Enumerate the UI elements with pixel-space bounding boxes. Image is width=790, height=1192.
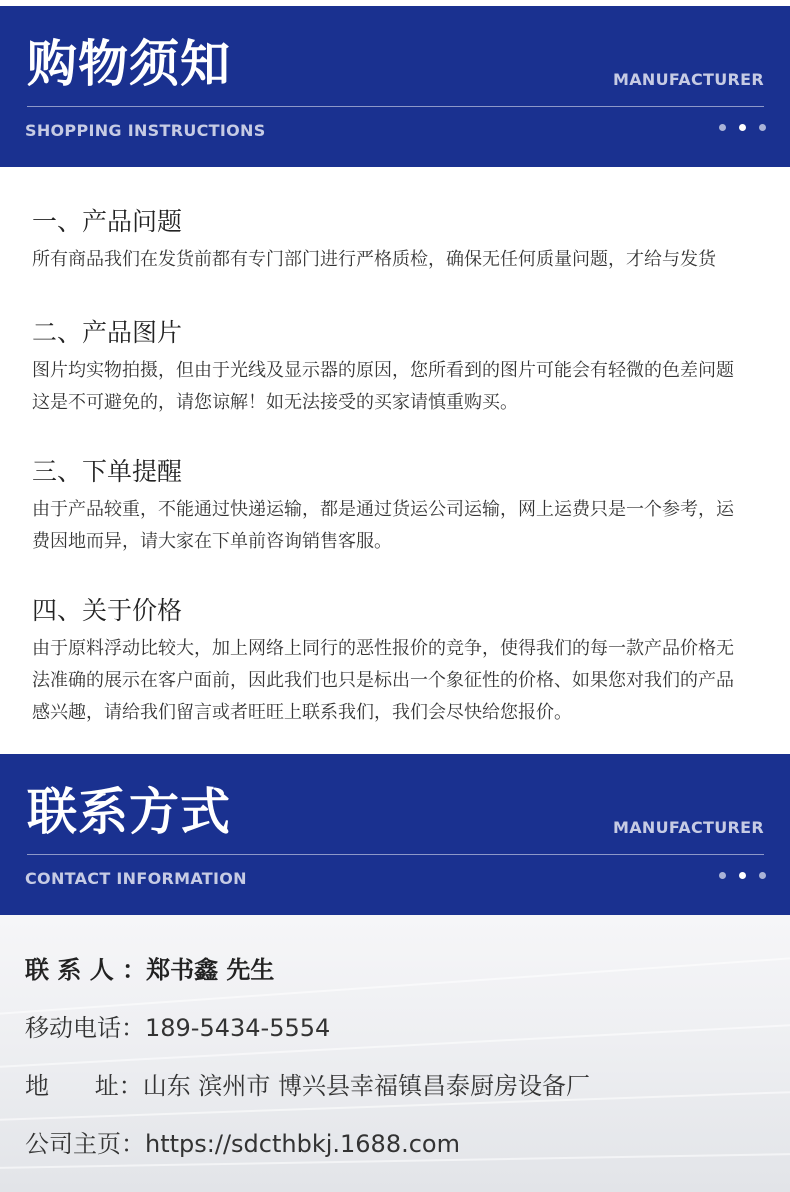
section-heading: 四、关于价格: [32, 596, 183, 625]
banner-title: 联系方式: [27, 783, 231, 841]
section-product-images: [32, 316, 772, 419]
contact-homepage: [25, 1128, 460, 1160]
dot-icon: [719, 872, 726, 879]
contact-person-label: 联 系 人 ：: [25, 956, 147, 984]
dot-icon: [739, 124, 746, 131]
phone-value[interactable]: 189-5434-5554: [145, 1014, 331, 1042]
phone-label: 移动电话：: [25, 1014, 145, 1042]
banner-title: 购物须知: [27, 35, 231, 93]
contact-information-banner: [0, 754, 790, 915]
contact-person: [25, 954, 274, 986]
shopping-instructions-banner: [0, 6, 790, 167]
homepage-link[interactable]: https://sdcthbkj.1688.com: [145, 1130, 460, 1158]
dot-icon: [739, 872, 746, 879]
section-text: 所有商品我们在发货前都有专门部门进行严格质检，确保无任何质量问题，才给与发货: [32, 249, 716, 270]
banner-divider: [27, 854, 764, 855]
dots-decoration: [719, 124, 766, 131]
section-heading: 三、下单提醒: [32, 457, 183, 486]
section-text: 由于原料浮动比较大，加上网络上同行的恶性报价的竞争，使得我们的每一款产品价格无 法准确的展示在客户面前，因此我们也只是标出一个象征性的价格、如果您对我们的产品 感兴趣，请给我们留言或者旺旺上联系我们，我们会尽快给您报价。: [32, 638, 734, 723]
homepage-label: 公司主页：: [25, 1130, 145, 1158]
contact-person-value: 郑书鑫 先生: [146, 956, 275, 984]
address-label: 地 址：: [25, 1072, 143, 1100]
section-product-issues: [32, 205, 772, 276]
dot-icon: [759, 872, 766, 879]
section-text: 图片均实物拍摄，但由于光线及显示器的原因，您所看到的图片可能会有轻微的色差问题 这是不可避免的，请您谅解！如无法接受的买家请慎重购买。: [32, 360, 734, 413]
contact-phone: [25, 1012, 330, 1044]
banner-divider: [27, 106, 764, 107]
section-pricing: [32, 594, 772, 729]
section-heading: 二、产品图片: [32, 318, 183, 347]
manufacturer-label: MANUFACTURER: [613, 818, 764, 837]
dot-icon: [719, 124, 726, 131]
section-order-reminder: [32, 455, 772, 558]
section-heading: 一、产品问题: [32, 207, 183, 236]
dots-decoration: [719, 872, 766, 879]
banner-subtitle: CONTACT INFORMATION: [25, 869, 247, 888]
dot-icon: [759, 124, 766, 131]
banner-subtitle: SHOPPING INSTRUCTIONS: [25, 121, 266, 140]
contact-address: [25, 1070, 590, 1102]
section-text: 由于产品较重，不能通过快递运输，都是通过货运公司运输，网上运费只是一个参考，运 费因地而异，请大家在下单前咨询销售客服。: [32, 499, 734, 552]
address-value: 山东 滨州市 博兴县幸福镇昌泰厨房设备厂: [142, 1072, 591, 1100]
manufacturer-label: MANUFACTURER: [613, 70, 764, 89]
